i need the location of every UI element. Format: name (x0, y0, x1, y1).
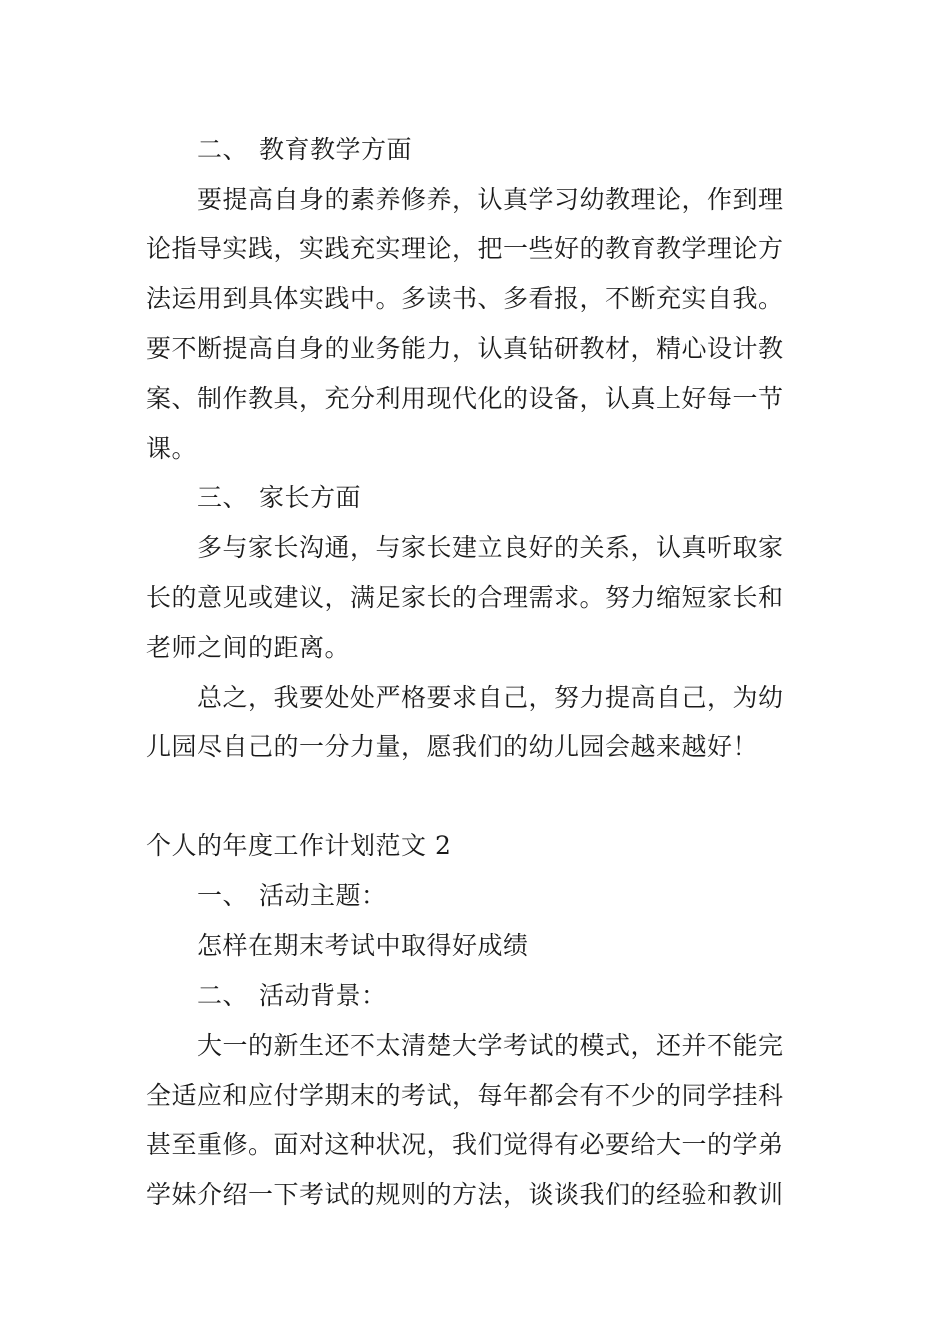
item-number: 二、 (197, 981, 249, 1010)
item-title: 活动背景： (259, 981, 387, 1010)
paragraph-line: 多与家长沟通，与家长建立良好的关系，认真听取家 (197, 533, 784, 562)
paragraph-line: 课。 (146, 434, 198, 463)
paragraph-line: 全适应和应付学期末的考试，每年都会有不少的同学挂科 (146, 1081, 784, 1110)
document-title: 个人的年度工作计划范文 2 (146, 831, 452, 860)
paragraph-line: 甚至重修。面对这种状况，我们觉得有必要给大一的学弟 (146, 1130, 784, 1159)
item-number: 一、 (197, 881, 249, 910)
paragraph-line: 案、制作教具，充分利用现代化的设备，认真上好每一节 (146, 384, 784, 413)
paragraph-line: 总之，我要处处严格要求自己，努力提高自己，为幼 (197, 683, 784, 712)
section-title: 家长方面 (259, 483, 362, 512)
item-heading-background (197, 980, 387, 1012)
item-title: 活动主题： (259, 881, 387, 910)
paragraph-line: 论指导实践，实践充实理论，把一些好的教育教学理论方 (146, 234, 784, 263)
section-heading-parents (197, 482, 361, 514)
paragraph-line: 大一的新生还不太清楚大学考试的模式，还并不能完 (197, 1031, 784, 1060)
section-title: 教育教学方面 (259, 135, 413, 164)
section-heading-education (197, 134, 412, 166)
paragraph-line: 法运用到具体实践中。多读书、多看报，不断充实自我。 (146, 284, 784, 313)
section-number: 二、 (197, 135, 249, 164)
item-body: 怎样在期末考试中取得好成绩 (197, 931, 529, 960)
paragraph-line: 要提高自身的素养修养，认真学习幼教理论，作到理 (197, 185, 784, 214)
paragraph-line: 要不断提高自身的业务能力，认真钻研教材，精心设计教 (146, 334, 784, 363)
section-number: 三、 (197, 483, 249, 512)
paragraph-line: 长的意见或建议，满足家长的合理需求。努力缩短家长和 (146, 583, 784, 612)
item-heading-theme (197, 880, 387, 912)
paragraph-line: 儿园尽自己的一分力量，愿我们的幼儿园会越来越好！ (146, 732, 759, 761)
paragraph-line: 学妹介绍一下考试的规则的方法，谈谈我们的经验和教训 (146, 1180, 784, 1209)
paragraph-line: 老师之间的距离。 (146, 633, 351, 662)
